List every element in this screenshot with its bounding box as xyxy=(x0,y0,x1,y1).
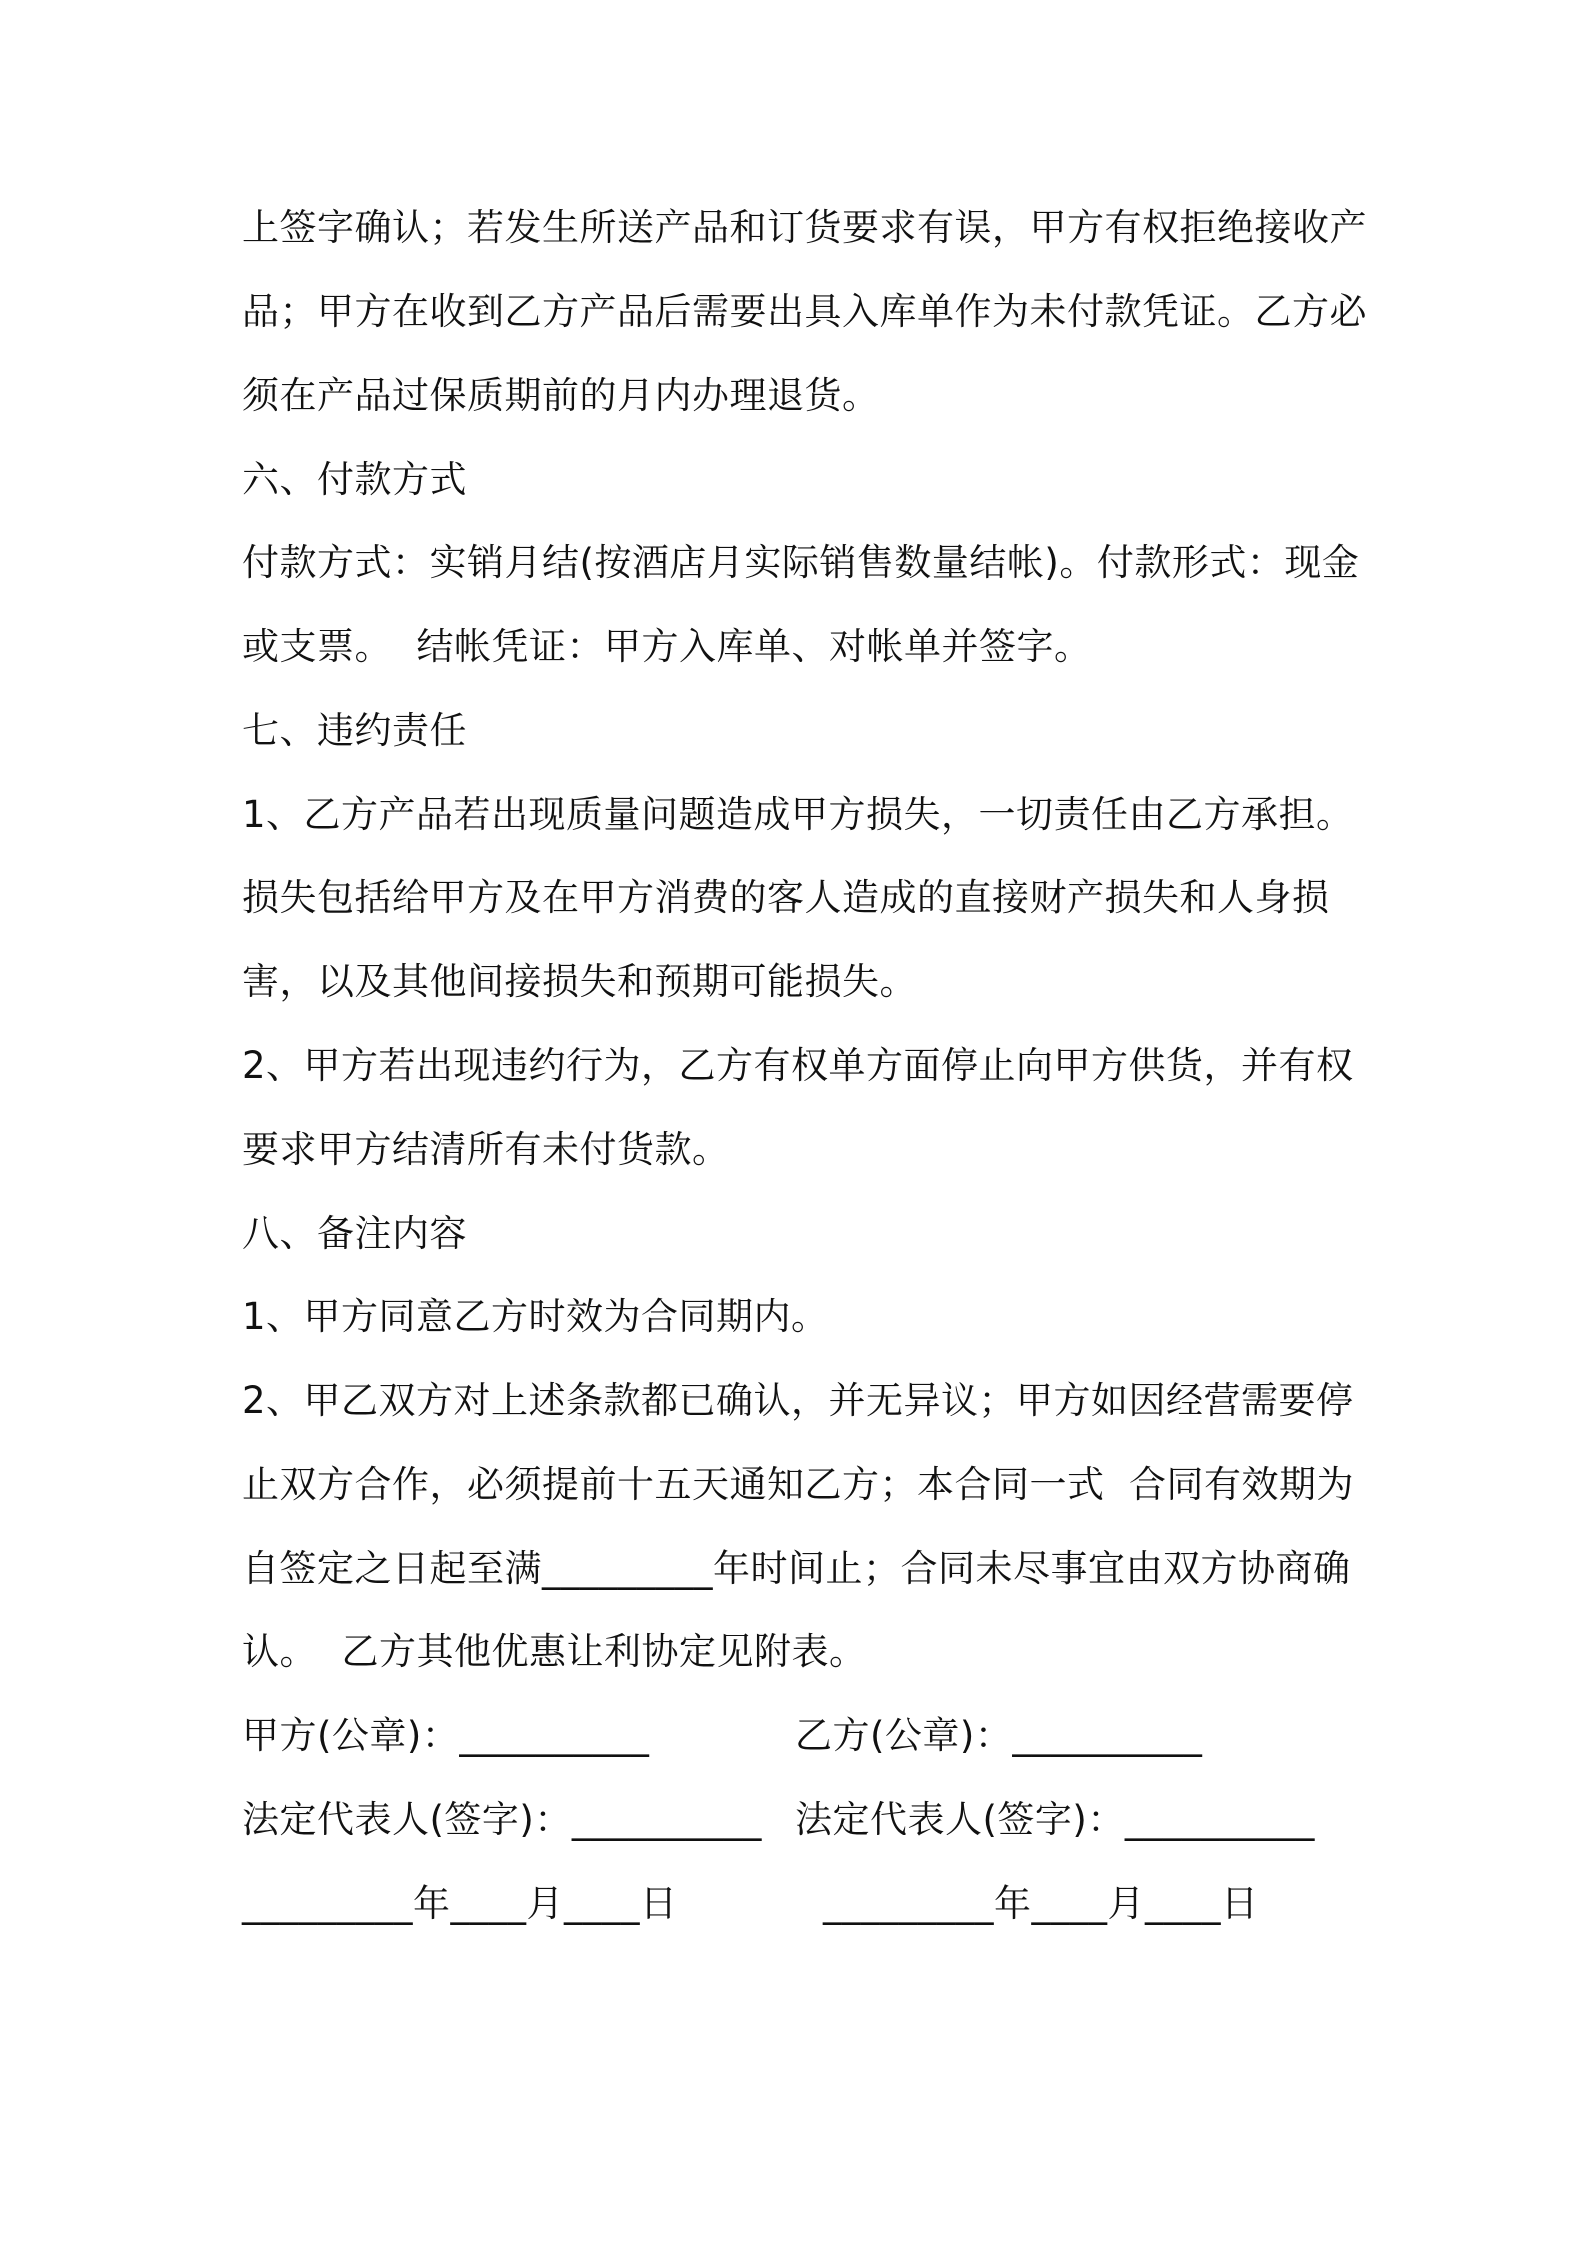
party-b-representative-field: 法定代表人(签字)：__________ xyxy=(795,1798,1315,1841)
party-b-date-field: _________年____月____日 xyxy=(823,1882,1259,1925)
body-line: 须在产品过保质期前的月内办理退货。 xyxy=(242,374,880,417)
section-heading-remarks: 八、备注内容 xyxy=(242,1212,467,1255)
body-line: 要求甲方结清所有未付货款。 xyxy=(242,1128,730,1171)
body-line: 付款方式：实销月结(按酒店月实际销售数量结帐)。付款形式：现金 xyxy=(242,541,1360,584)
body-line: 自签定之日起至满_________年时间止；合同未尽事宜由双方协商确 xyxy=(242,1547,1351,1590)
body-line: 损失包括给甲方及在甲方消费的客人造成的直接财产损失和人身损 xyxy=(242,876,1330,919)
party-b-seal-field: 乙方(公章)：__________ xyxy=(795,1714,1203,1757)
section-heading-breach: 七、违约责任 xyxy=(242,709,467,752)
party-a-representative-field: 法定代表人(签字)：__________ xyxy=(242,1798,762,1841)
body-line: 或支票。 结帐凭证：甲方入库单、对帐单并签字。 xyxy=(242,625,1092,668)
party-a-date-field: _________年____月____日 xyxy=(242,1882,678,1925)
body-line: 2、甲乙双方对上述条款都已确认，并无异议；甲方如因经营需要停 xyxy=(242,1379,1354,1422)
body-line: 害，以及其他间接损失和预期可能损失。 xyxy=(242,960,917,1003)
body-line: 上签字确认；若发生所送产品和订货要求有误，甲方有权拒绝接收产 xyxy=(242,206,1367,249)
party-a-seal-field: 甲方(公章)：__________ xyxy=(242,1714,650,1757)
body-line: 1、乙方产品若出现质量问题造成甲方损失，一切责任由乙方承担。 xyxy=(242,793,1354,836)
body-line: 2、甲方若出现违约行为，乙方有权单方面停止向甲方供货，并有权 xyxy=(242,1044,1354,1087)
body-line: 认。 乙方其他优惠让利协定见附表。 xyxy=(242,1630,867,1673)
body-line: 品；甲方在收到乙方产品后需要出具入库单作为未付款凭证。乙方必 xyxy=(242,290,1367,333)
section-heading-payment: 六、付款方式 xyxy=(242,458,467,501)
body-line: 1、甲方同意乙方时效为合同期内。 xyxy=(242,1295,829,1338)
body-line: 止双方合作，必须提前十五天通知乙方；本合同一式 合同有效期为 xyxy=(242,1463,1355,1506)
